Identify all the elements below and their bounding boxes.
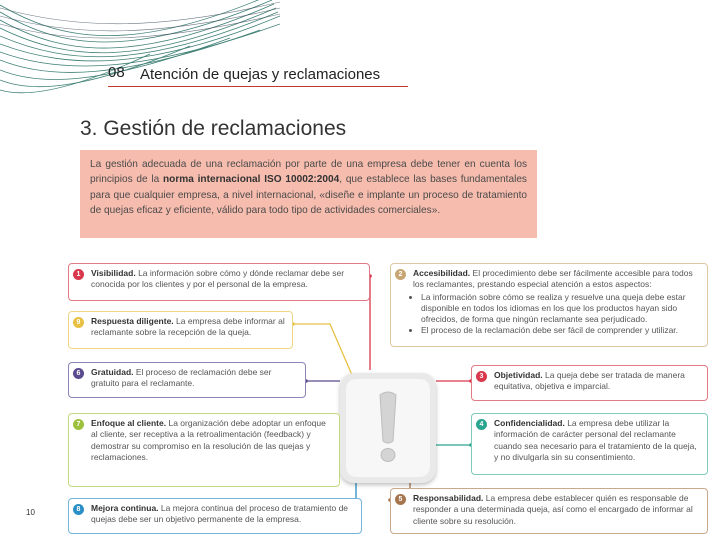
principle-text-1: La información sobre cómo y dónde reclamar debe ser conocida por los clientes y por el personal de la empresa. xyxy=(91,268,345,290)
principle-card-5 xyxy=(390,488,708,534)
accessibility-bullet-list xyxy=(413,292,701,337)
principle-text-6: El proceso de reclamación debe ser gratuito para el reclamante. xyxy=(91,367,272,389)
principle-number-2: 2 xyxy=(395,269,406,280)
principle-text-4: La empresa debe utilizar la información de carácter personal del reclamante cuando sea necesario para el tratamiento de la queja, y no divulgarla sin su consentimiento. xyxy=(494,418,697,462)
principle-card-7 xyxy=(68,413,340,487)
principle-number-3: 3 xyxy=(476,371,487,382)
principle-title-6: Gratuidad. xyxy=(91,367,134,377)
principle-card-3 xyxy=(471,365,708,401)
principle-text-9: La empresa debe informar al reclamante sobre la recepción de la queja. xyxy=(91,316,285,338)
chapter-title: Atención de quejas y reclamaciones xyxy=(140,66,381,83)
principle-title-8: Mejora continua. xyxy=(91,503,159,513)
chapter-number: 08 xyxy=(108,64,125,81)
principle-title-2: Accesibilidad. xyxy=(413,268,471,278)
principle-title-9: Respuesta diligente. xyxy=(91,316,174,326)
principle-number-1: 1 xyxy=(73,269,84,280)
principle-card-1 xyxy=(68,263,370,301)
intro-text-2: , que establece las bases fundamentales para que cualquier empresa, a nivel internacional, «diseñe e implante un proceso de tratamiento de quejas eficaz y eficiente, válido para todo tipo de actividades comerciales». xyxy=(90,174,527,217)
principle-number-8: 8 xyxy=(73,504,84,515)
principle-card-2 xyxy=(390,263,708,347)
principle-number-5: 5 xyxy=(395,494,406,505)
principle-text-5: La empresa debe establecer quién es responsable de responder a una determinada queja, así como el encargado de informar al cliente sobre su resolución. xyxy=(413,493,693,526)
intro-text-1: La gestión adecuada de una reclamación por parte de una empresa debe tener en cuenta los principios de la xyxy=(90,159,527,186)
principle-title-4: Confidencialidad. xyxy=(494,418,565,428)
page-number: 10 xyxy=(26,508,35,517)
accessibility-bullet-2: • El proceso de la reclamación debe ser fácil de comprender y utilizar. xyxy=(421,325,701,336)
principle-text-3: La queja debe ser tratada de manera equitativa, objetiva e imparcial. xyxy=(494,370,685,392)
principle-title-5: Responsabilidad. xyxy=(413,493,484,503)
principle-card-8 xyxy=(68,498,362,534)
accessibility-bullet-1: • La información sobre cómo se realiza y resuelve una queja debe estar disponible en todos los idiomas en los que los productos hayan sido ofrecidos, de forma que ningún reclamante sea perjudicado. xyxy=(421,292,701,326)
intro-highlight: norma internacional ISO 10002:2004 xyxy=(163,174,340,186)
principle-title-7: Enfoque al cliente. xyxy=(91,418,167,428)
principle-number-4: 4 xyxy=(476,419,487,430)
exclamation-icon xyxy=(340,373,436,483)
principle-text-7: La organización debe adoptar un enfoque al cliente, ser receptiva a la retroalimentación (feedback) y demostrar su compromiso en la resolución de las quejas y reclamaciones. xyxy=(91,418,326,462)
principle-number-6: 6 xyxy=(73,368,84,379)
principle-card-4 xyxy=(471,413,708,475)
section-title: 3. Gestión de reclamaciones xyxy=(80,117,347,140)
principle-title-1: Visibilidad. xyxy=(91,268,136,278)
principle-title-3: Objetividad. xyxy=(494,370,543,380)
principle-text-2: El procedimiento debe ser fácilmente accesible para todos los reclamantes, prestando especial atención a estos aspectos: xyxy=(413,268,693,290)
principle-card-9 xyxy=(68,311,293,349)
principle-text-8: La mejora continua del proceso de tratamiento de quejas debe ser un objetivo permanente de la empresa. xyxy=(91,503,349,525)
principle-number-7: 7 xyxy=(73,419,84,430)
principle-card-6 xyxy=(68,362,306,398)
principle-number-9: 9 xyxy=(73,317,84,328)
